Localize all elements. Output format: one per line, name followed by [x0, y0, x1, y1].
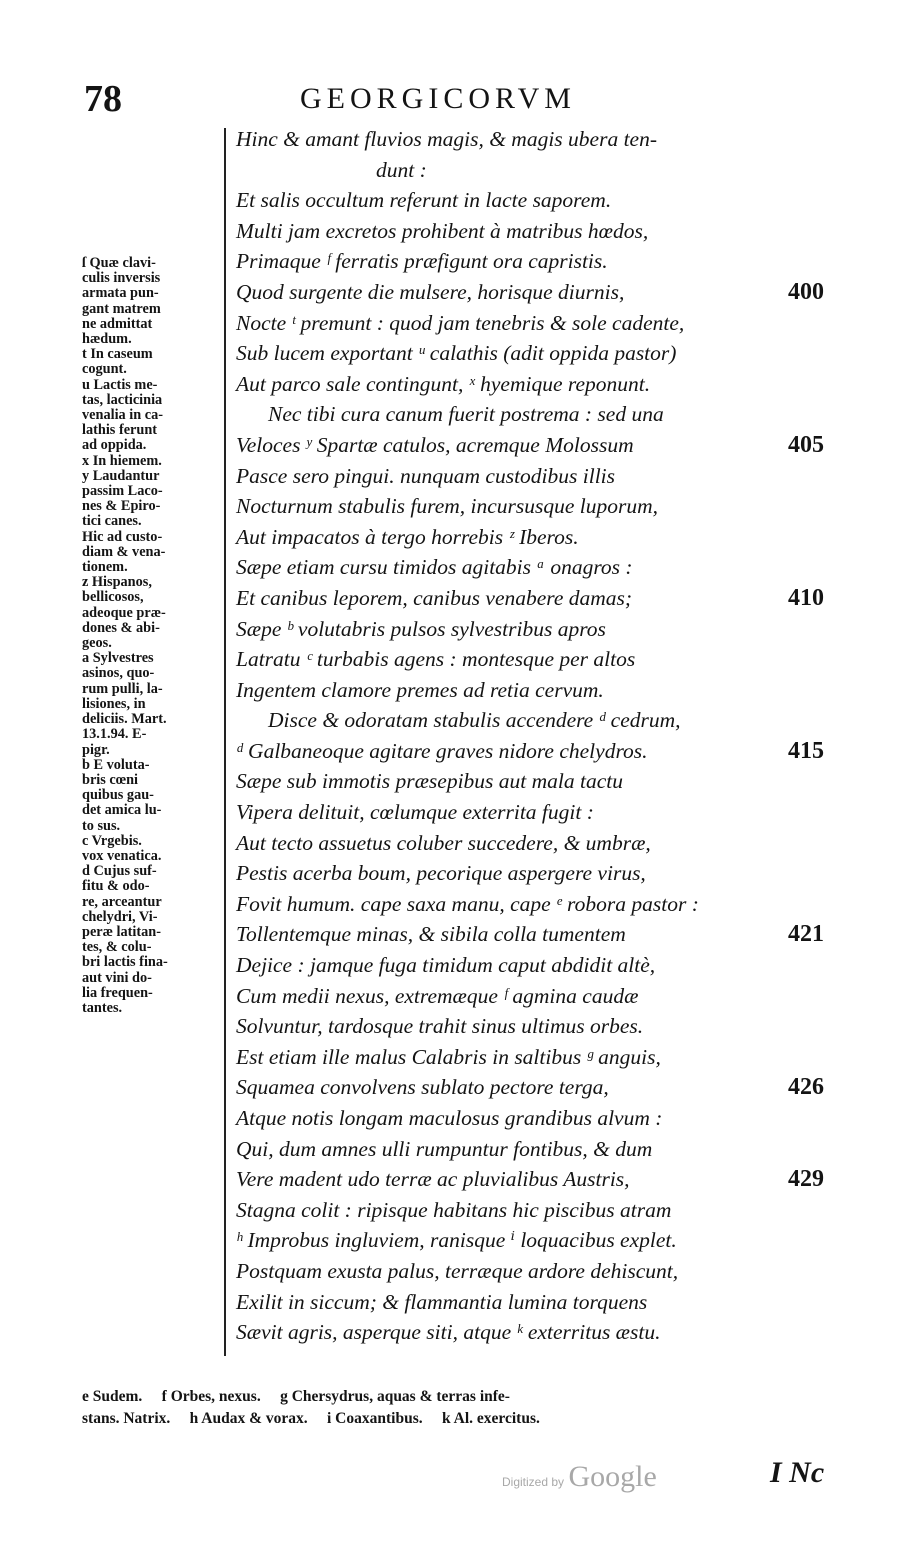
- verse-line: [236, 430, 876, 461]
- side-note-line: chelydri, Vi-: [82, 908, 158, 925]
- verse-text: Primaque ᶠ ferratis præfigunt ora capristis.: [236, 249, 608, 274]
- verse-text: Squamea convolvens sublato pectore terga,: [236, 1075, 609, 1100]
- verse-line: [236, 1011, 876, 1042]
- side-note-line: x In hiemem.: [82, 452, 162, 469]
- side-note-line: u Lactis me-: [82, 376, 158, 393]
- side-note-line: vox venatica.: [82, 847, 162, 864]
- verse-number: 415: [788, 737, 824, 764]
- verse-text: Aut tecto assuetus coluber succedere, & umbræ,: [236, 830, 651, 855]
- page-number: 78: [84, 78, 122, 120]
- watermark-brand: Google: [568, 1460, 657, 1493]
- side-note-line: lisiones, in: [82, 695, 146, 712]
- side-note-line: tionem.: [82, 559, 128, 576]
- side-note-line: tas, lacticinia: [82, 391, 163, 408]
- verse-text: Pestis acerba boum, pecorique aspergere virus,: [236, 861, 646, 886]
- verse-text: Vipera delituit, cœlumque exterrita fugit :: [236, 800, 594, 825]
- verse-text: Cum medii nexus, extremæque ᶠ agmina caudæ: [236, 983, 639, 1008]
- verse-line: [236, 155, 876, 186]
- side-note-line: peræ latitan-: [82, 923, 162, 940]
- side-note-line: bris cœni: [82, 771, 139, 788]
- side-note-line: armata pun-: [82, 285, 159, 302]
- verse-line: [236, 1164, 876, 1195]
- side-note-line: cogunt.: [82, 361, 127, 378]
- verse-line: [236, 828, 876, 859]
- verse-line: [236, 797, 876, 828]
- side-notes: [82, 256, 222, 1016]
- side-note-line: pigr.: [82, 741, 110, 758]
- verse-text: Est etiam ille malus Calabris in saltibus ᵍ anguis,: [236, 1044, 661, 1069]
- verse-line: [236, 277, 876, 308]
- side-note-line: bri lactis fina-: [82, 954, 168, 971]
- verse-text: Ingentem clamore premes ad retia cervum.: [236, 677, 604, 702]
- side-note-line: lia frequen-: [82, 984, 153, 1001]
- verse-text: Disce & odoratam stabulis accendere ᵈ cedrum,: [268, 708, 681, 733]
- footnotes: [82, 1386, 842, 1430]
- side-note-line: tici canes.: [82, 513, 142, 530]
- side-note-line: lathis ferunt: [82, 422, 158, 439]
- verse-line: [236, 858, 876, 889]
- side-note-line: z Hispanos,: [82, 574, 152, 591]
- side-note-line: t In caseum: [82, 346, 153, 363]
- verse-text: Sævit agris, asperque siti, atque ᵏ exterritus æstu.: [236, 1320, 661, 1345]
- verse-text: Solvuntur, tardosque trahit sinus ultimus orbes.: [236, 1014, 644, 1039]
- verse-number: 400: [788, 278, 824, 305]
- side-note-line: re, arceantur: [82, 893, 162, 910]
- verse-line: [236, 644, 876, 675]
- side-note-line: a Sylvestres: [82, 650, 154, 667]
- verse-line: [236, 491, 876, 522]
- footnote-line: e Sudem. f Orbes, nexus. g Chersydrus, aquas & terras infe-: [82, 1388, 510, 1405]
- verse-line: [236, 1134, 876, 1165]
- verse-line: [236, 308, 876, 339]
- verse-text: Sæpe ᵇ volutabris pulsos sylvestribus apros: [236, 616, 606, 641]
- verse-line: [236, 614, 876, 645]
- verse-line: [236, 552, 876, 583]
- side-note-line: b E voluta-: [82, 756, 150, 773]
- side-note-line: ne admittat: [82, 315, 153, 332]
- running-head: GEORGICORVM: [300, 82, 576, 115]
- verse-column: [236, 124, 876, 1348]
- side-note-line: tantes.: [82, 999, 123, 1016]
- side-note-line: y Laudantur: [82, 467, 160, 484]
- verse-line: [236, 246, 876, 277]
- side-note-line: asinos, quo-: [82, 665, 155, 682]
- verse-text: Quod surgente die mulsere, horisque diurnis,: [236, 279, 625, 304]
- verse-number: 429: [788, 1166, 824, 1193]
- side-note-line: 13.1.94. E-: [82, 726, 147, 743]
- verse-line: [236, 675, 876, 706]
- verse-text: Et salis occultum referunt in lacte saporem.: [236, 188, 612, 213]
- verse-line: [236, 216, 876, 247]
- side-note-line: hædum.: [82, 331, 132, 348]
- verse-line: [236, 736, 876, 767]
- verse-line: [236, 185, 876, 216]
- verse-line: [236, 705, 876, 736]
- verse-line: [236, 766, 876, 797]
- side-note-line: tes, & colu-: [82, 939, 152, 956]
- verse-text: Postquam exusta palus, terræque ardore dehiscunt,: [236, 1258, 679, 1283]
- side-note-line: venalia in ca-: [82, 407, 164, 424]
- verse-line: [236, 461, 876, 492]
- verse-line: [236, 399, 876, 430]
- verse-line: [236, 1225, 876, 1256]
- side-note-line: to sus.: [82, 817, 121, 834]
- verse-text: Sæpe sub immotis præsepibus aut mala tactu: [236, 769, 624, 794]
- side-note-line: aut vini do-: [82, 969, 152, 986]
- verse-line: [236, 522, 876, 553]
- verse-text: Veloces ʸ Spartæ catulos, acremque Molossum: [236, 432, 634, 457]
- verse-line: [236, 1317, 876, 1348]
- verse-text: Pasce sero pingui. nunquam custodibus illis: [236, 463, 616, 488]
- verse-text: Latratu ᶜ turbabis agens : montesque per altos: [236, 647, 636, 672]
- signature-mark: I Nc: [770, 1456, 825, 1489]
- side-note-line: Hic ad custo-: [82, 528, 163, 545]
- verse-line: [236, 583, 876, 614]
- side-note-line: deliciis. Mart.: [82, 711, 167, 728]
- verse-text: Fovit humum. cape saxa manu, cape ᵉ robora pastor :: [236, 891, 699, 916]
- verse-text: Atque notis longam maculosus grandibus alvum :: [236, 1106, 663, 1130]
- side-note-line: ad oppida.: [82, 437, 147, 454]
- digitized-watermark: [502, 1460, 657, 1494]
- verse-number: 426: [788, 1074, 824, 1101]
- verse-text: Nocte ᵗ premunt : quod jam tenebris & sole cadente,: [236, 310, 685, 335]
- verse-text: Hinc & amant fluvios magis, & magis ubera ten-: [236, 127, 658, 151]
- verse-text: Nocturnum stabulis furem, incursusque luporum,: [236, 494, 659, 519]
- verse-text: Stagna colit : ripisque habitans hic piscibus atram: [236, 1197, 672, 1222]
- verse-line: [236, 369, 876, 400]
- verse-number: 410: [788, 584, 824, 611]
- side-note-line: adeoque præ-: [82, 604, 166, 621]
- verse-text: dunt :: [376, 157, 427, 182]
- side-note-line: c Vrgebis.: [82, 832, 142, 849]
- verse-line: [236, 1195, 876, 1226]
- verse-line: [236, 981, 876, 1012]
- verse-line: [236, 889, 876, 920]
- side-note-line: nes & Epiro-: [82, 498, 161, 515]
- verse-text: Et canibus leporem, canibus venabere damas;: [236, 585, 633, 610]
- footnote-line: stans. Natrix. h Audax & vorax. i Coaxantibus. k Al. exercitus.: [82, 1410, 540, 1427]
- verse-text: Sæpe etiam cursu timidos agitabis ᵃ onagros :: [236, 555, 633, 580]
- verse-text: Nec tibi cura canum fuerit postrema : sed una: [268, 402, 664, 427]
- side-note-line: rum pulli, la-: [82, 680, 163, 697]
- verse-number: 421: [788, 921, 824, 948]
- verse-line: [236, 1103, 876, 1134]
- side-note-line: d Cujus suf-: [82, 863, 157, 880]
- verse-line: [236, 1287, 876, 1318]
- verse-number: 405: [788, 431, 824, 458]
- side-note-line: det amica lu-: [82, 802, 162, 819]
- side-note-line: gant matrem: [82, 300, 161, 317]
- verse-text: Aut impacatos à tergo horrebis ᶻ Iberos.: [236, 524, 579, 549]
- side-note-line: ſ Quæ clavi-: [82, 255, 156, 271]
- verse-text: Sub lucem exportant ᵘ calathis (adit oppida pastor): [236, 341, 677, 366]
- side-note-line: dones & abi-: [82, 619, 160, 636]
- verse-text: ᵈ Galbaneoque agitare graves nidore chelydros.: [236, 738, 648, 763]
- verse-line: [236, 950, 876, 981]
- verse-line: [236, 1072, 876, 1103]
- verse-text: Exilit in siccum; & flammantia lumina torquens: [236, 1289, 648, 1314]
- verse-text: ʰ Improbus ingluviem, ranisque ⁱ loquacibus explet.: [236, 1228, 677, 1253]
- side-note-line: fitu & odo-: [82, 878, 150, 895]
- verse-line: [236, 1042, 876, 1073]
- verse-text: Aut parco sale contingunt, ˣ hyemique reponunt.: [236, 371, 651, 396]
- verse-text: Dejice : jamque fuga timidum caput abdidit altè,: [236, 953, 656, 978]
- verse-text: Qui, dum amnes ulli rumpuntur fontibus, & dum: [236, 1136, 653, 1161]
- side-note-line: culis inversis: [82, 270, 161, 287]
- watermark-prefix: Digitized by: [502, 1475, 565, 1489]
- side-note-line: geos.: [82, 635, 112, 652]
- verse-text: Multi jam excretos prohibent à matribus hœdos,: [236, 218, 649, 243]
- verse-text: Tollentemque minas, & sibila colla tumentem: [236, 922, 626, 947]
- verse-line: [236, 338, 876, 369]
- verse-text: Vere madent udo terræ ac pluvialibus Austris,: [236, 1167, 630, 1192]
- verse-line: [236, 1256, 876, 1287]
- column-rule: [224, 128, 226, 1356]
- side-note-line: diam & vena-: [82, 543, 166, 560]
- side-note-line: bellicosos,: [82, 589, 144, 606]
- side-note-line: quibus gau-: [82, 787, 154, 804]
- verse-line: [236, 919, 876, 950]
- verse-line: [236, 124, 876, 155]
- side-note-line: passim Laco-: [82, 483, 163, 500]
